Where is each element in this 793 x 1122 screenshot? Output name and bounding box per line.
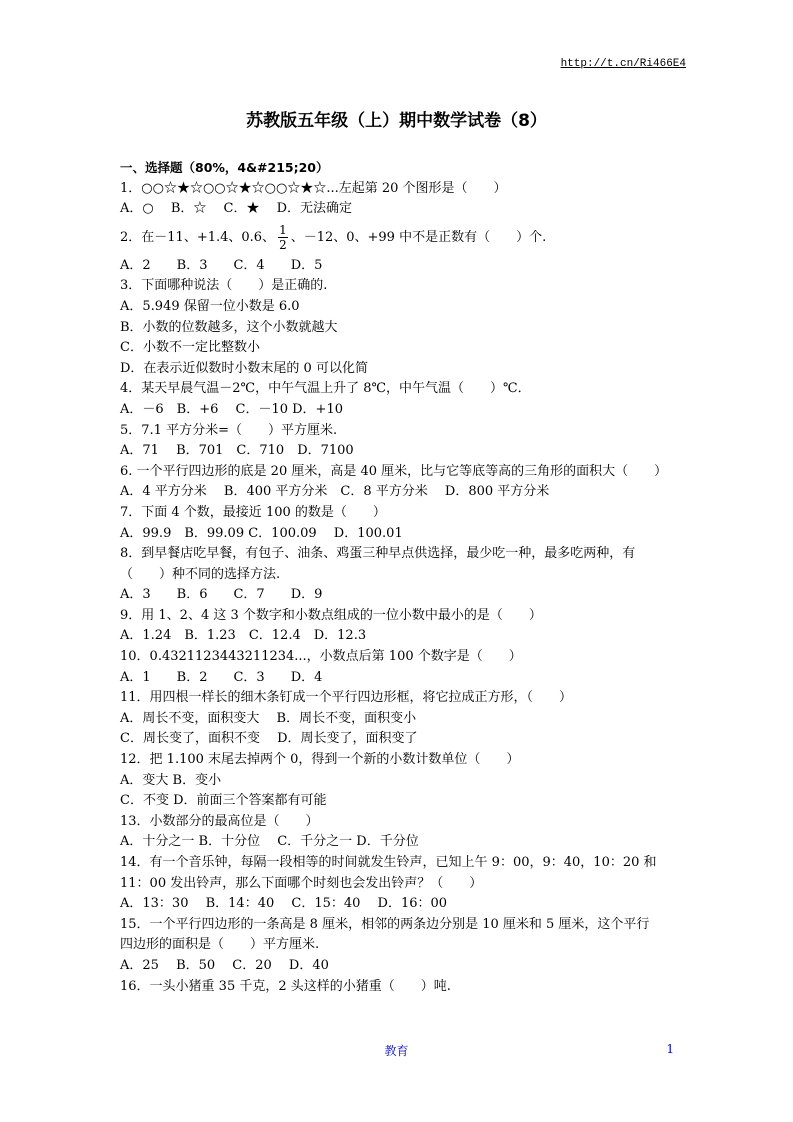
option-line: A．5.949 保留一位小数是 6.0 [120,298,300,314]
fraction-numerator: 1 [279,222,287,237]
option-line: D．在表示近似数时小数末尾的 0 可以化简 [120,360,368,376]
question-line-2 [120,220,680,256]
question-line: 9．用 1、2、4 这 3 个数字和小数点组成的一位小数中最小的是（ ） [120,607,542,623]
header-url-link[interactable]: http://t.cn/Ri466E4 [560,58,686,70]
option-line: A．3 B．6 C．7 D．9 [120,587,323,603]
question-line: 10．0.4321123443211234...，小数点后第 100 个数字是（ ） [120,649,522,665]
question-line-cont: 11：00 发出铃声，那么下面哪个时刻也会发出铃声？（ ） [120,875,483,891]
option-line: A．周长不变，面积变大 B．周长不变，面积变小 [120,710,417,726]
option-line: A．99.9 B．99.09 C．100.09 D．100.01 [120,525,403,541]
question-line: 11．用四根一样长的细木条钉成一个平行四边形框，将它拉成正方形，（ ） [120,690,573,706]
option-line: C．周长变了，面积不变 D．周长变了，面积变了 [120,731,418,747]
option-line: A．－6 B．+6 C．－10 D．+10 [120,401,343,417]
q2-text-after: 、－12、0、+99 中不是正数有（ ）个. [290,229,547,245]
option-line: A．1.24 B．1.23 C．12.4 D．12.3 [120,628,367,644]
option-line: C．不变 D．前面三个答案都有可能 [120,793,327,809]
question-line: 15．一个平行四边形的一条高是 8 厘米，相邻的两条边分别是 10 厘米和 5 厘米，这个平行 [120,916,650,932]
option-line: A．13：30 B．14：40 C．15：40 D．16：00 [120,896,448,912]
question-line: 3．下面哪种说法（ ）是正确的. [120,278,328,294]
option-line: C．小数不一定比整数小 [120,340,260,356]
option-line: A．71 B．701 C．710 D．7100 [120,443,354,459]
page-title: 苏教版五年级（上）期中数学试卷（8） [246,111,547,131]
option-line: A．○ B．☆ C．★ D．无法确定 [120,201,353,217]
fraction-denominator: 2 [279,237,287,252]
question-line: 6. 一个平行四边形的底是 20 厘米，高是 40 厘米，比与它等底等高的三角形的面积大（ ） [120,463,668,479]
question-line: 14．有一个音乐钟，每隔一段相等的时间就发生铃声，已知上午 9：00，9：40，10：20 和 [120,855,657,870]
question-line: 16．一头小猪重 35 千克，2 头这样的小猪重（ ）吨. [120,978,451,994]
question-line: 7．下面 4 个数，最接近 100 的数是（ ） [120,504,386,520]
question-line-cont: （ ）种不同的选择方法. [120,566,281,582]
option-line: A．变大 B．变小 [120,772,222,788]
option-line: B．小数的位数越多，这个小数就越大 [120,319,338,335]
q2-text-before: 2．在－11、+1.4、0.6、 [120,229,276,245]
question-line: 5．7.1 平方分米=（ ）平方厘米. [120,422,338,438]
question-line: 1．○○☆★☆○○☆★☆○○☆★☆...左起第 20 个图形是（ ） [120,180,507,196]
option-line: A．十分之一 B．十分位 C．千分之一 D．千分位 [120,834,419,850]
option-line: A．4 平方分米 B．400 平方分米 C．8 平方分米 D．800 平方分米 [120,484,550,500]
option-line: A．2 B．3 C．4 D．5 [120,257,323,273]
page-number: 1 [666,1042,674,1056]
option-line: A．1 B．2 C．3 D．4 [120,669,323,685]
exam-content [120,158,680,997]
fraction-one-half [278,223,288,252]
question-line-cont: 四边形的面积是（ ）平方厘米. [120,937,320,953]
option-line: A．25 B．50 C．20 D．40 [120,957,329,973]
footer-label[interactable]: 教育 [384,1044,409,1058]
question-line: 12．把 1.100 末尾去掉两个 0，得到一个新的小数计数单位（ ） [120,752,520,768]
question-line: 8．到早餐店吃早餐，有包子、油条、鸡蛋三种早点供选择，最少吃一种，最多吃两种，有 [120,546,636,562]
section-heading: 一、选择题（80%，4&#215;20） [120,160,329,175]
question-line: 13．小数部分的最高位是（ ） [120,813,319,829]
question-line: 4．某天早晨气温－2℃，中午气温上升了 8℃，中午气温（ ）℃． [120,381,531,397]
